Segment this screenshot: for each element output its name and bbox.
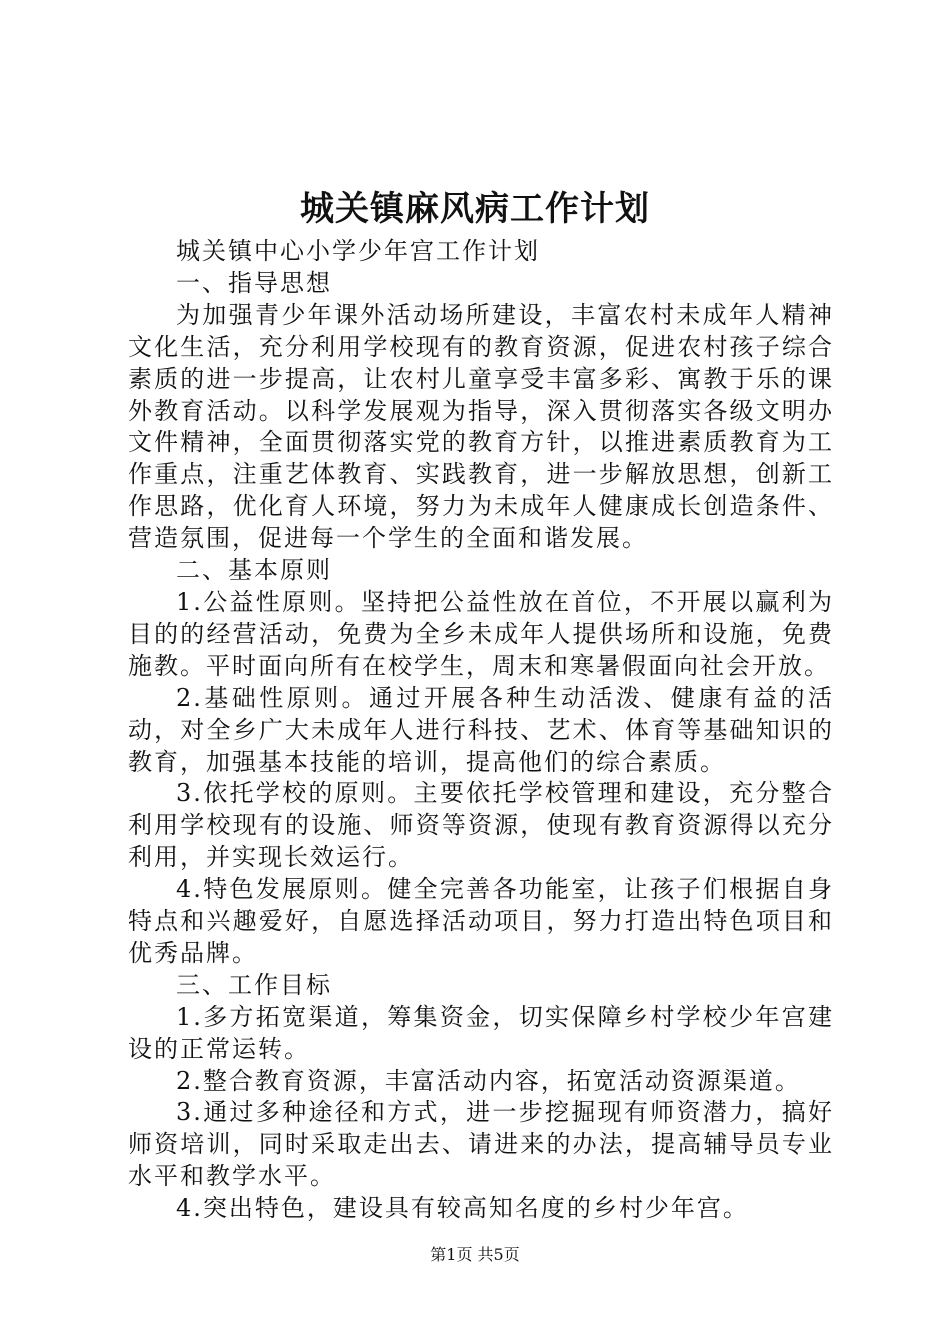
- body-paragraph: 2.基础性原则。通过开展各种生动活泼、健康有益的活动，对全乡广大未成年人进行科技、艺术、体育等基础知识的教育，加强基本技能的培训，提高他们的综合素质。: [128, 683, 834, 776]
- body-paragraph: 3.通过多种途径和方式，进一步挖掘现有师资潜力，搞好师资培训，同时采取走出去、请进来的办法，提高辅导员专业水平和教学水平。: [128, 1098, 834, 1191]
- body-paragraph: 为加强青少年课外活动场所建设，丰富农村未成年人精神文化生活，充分利用学校现有的教育资源，促进农村孩子综合素质的进一步提高，让农村儿童享受丰富多彩、寓教于乐的课外教育活动。以科学发展观为指导，深入贯彻落实各级文明办文件精神，全面贯彻落实党的教育方针，以推进素质教育为工作重点，注重艺体教育、实践教育，进一步解放思想，创新工作思路，优化育人环境，努力为未成年人健康成长创造条件、营造氛围，促进每一个学生的全面和谐发展。: [128, 300, 834, 553]
- section-heading-guiding-ideology: 一、指导思想: [176, 268, 332, 297]
- body-paragraph: 2.整合教育资源，丰富活动内容，拓宽活动资源渠道。: [176, 1066, 801, 1095]
- body-paragraph: 1.多方拓宽渠道，筹集资金，切实保障乡村学校少年宫建设的正常运转。: [128, 1002, 834, 1063]
- section-heading-work-goals: 三、工作目标: [176, 970, 332, 999]
- body-paragraph: 4.特色发展原则。健全完善各功能室，让孩子们根据自身特点和兴趣爱好，自愿选择活动项目，努力打造出特色项目和优秀品牌。: [128, 875, 834, 967]
- section-heading-basic-principles: 二、基本原则: [176, 556, 332, 585]
- subtitle-paragraph: 城关镇中心小学少年宫工作计划: [176, 237, 540, 265]
- document-body: [128, 236, 834, 1225]
- body-paragraph: 4.突出特色，建设具有较高知名度的乡村少年宫。: [176, 1194, 749, 1223]
- document-title: 城关镇麻风病工作计划: [300, 189, 650, 229]
- body-paragraph: 3.依托学校的原则。主要依托学校管理和建设，充分整合利用学校现有的设施、师资等资源，使现有教育资源得以充分利用，并实现长效运行。: [128, 779, 834, 872]
- body-paragraph: 1.公益性原则。坚持把公益性放在首位，不开展以赢利为目的的经营活动，免费为全乡未成年人提供场所和设施，免费施教。平时面向所有在校学生，周末和寒暑假面向社会开放。: [128, 587, 834, 680]
- page-footer: 第1页 共5页: [430, 1245, 520, 1264]
